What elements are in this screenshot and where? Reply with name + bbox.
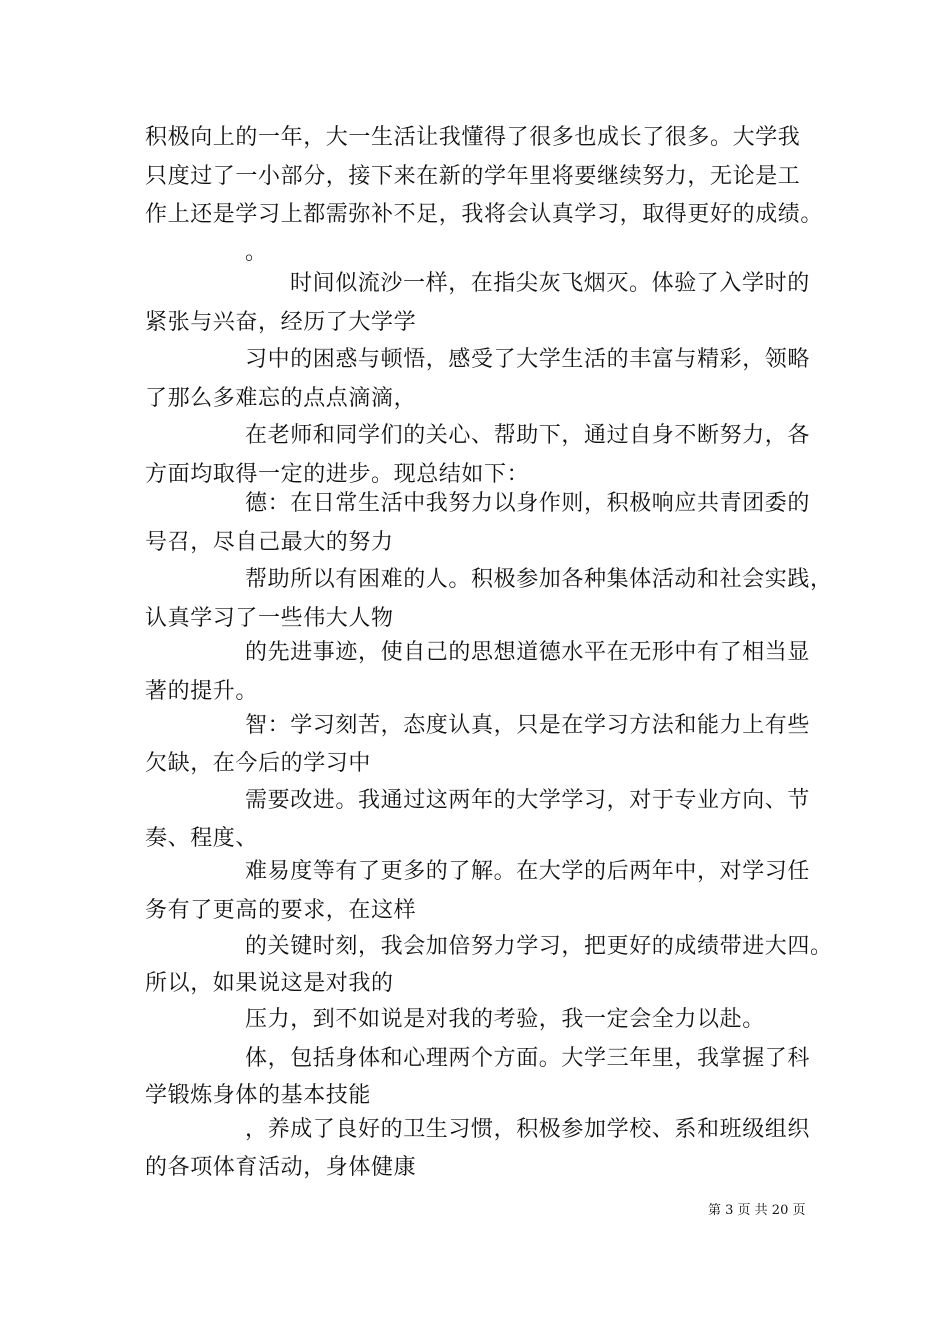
text-line: 的各项体育活动，身体健康 <box>145 1155 417 1180</box>
text-line: 务有了更高的要求，在这样 <box>145 898 417 923</box>
text-line: 帮助所以有困难的人。积极参加各种集体活动和社会实践， <box>245 567 833 592</box>
text-line: 作上还是学习上都需弥补不足，我将会认真学习，取得更好的成绩。 <box>145 202 824 227</box>
text-line: 著的提升。 <box>145 679 259 704</box>
text-line: 在老师和同学们的关心、帮助下，通过自身不断努力，各 <box>245 423 811 448</box>
text-line: 需要改进。我通过这两年的大学学习，对于专业方向、节 <box>245 788 811 813</box>
text-line: 压力，到不如说是对我的考验，我一定会全力以赴。 <box>245 1007 765 1032</box>
text-line: 。 <box>245 240 268 265</box>
text-line: 的关键时刻，我会加倍努力学习，把更好的成绩带进大四。 <box>245 934 833 959</box>
text-line: 紧张与兴奋，经历了大学学 <box>145 310 417 335</box>
text-line: 时间似流沙一样，在指尖灰飞烟灭。体验了入学时的 <box>290 271 810 296</box>
text-line: 奏、程度、 <box>145 826 259 851</box>
text-line: 学锻炼身体的基本技能 <box>145 1083 372 1108</box>
text-line: 欠缺，在今后的学习中 <box>145 751 372 776</box>
text-line: 方面均取得一定的进步。现总结如下： <box>145 462 530 487</box>
text-line: 了那么多难忘的点点滴滴， <box>145 386 417 411</box>
text-line: 积极向上的一年，大一生活让我懂得了很多也成长了很多。大学我 <box>145 125 801 150</box>
text-line: 难易度等有了更多的了解。在大学的后两年中，对学习任 <box>245 859 811 884</box>
text-line: 认真学习了一些伟大人物 <box>145 606 394 631</box>
text-line: 的先进事迹，使自己的思想道德水平在无形中有了相当显 <box>245 640 811 665</box>
text-line: 所以，如果说这是对我的 <box>145 971 394 996</box>
text-line: ，养成了良好的卫生习惯，积极参加学校、系和班级组织 <box>245 1117 811 1142</box>
text-line: 智：学习刻苦，态度认真，只是在学习方法和能力上有些 <box>245 713 811 738</box>
text-line: 习中的困惑与顿悟，感受了大学生活的丰富与精彩，领略 <box>245 347 811 372</box>
text-line: 体，包括身体和心理两个方面。大学三年里，我掌握了科 <box>245 1046 811 1071</box>
text-line: 号召，尽自己最大的努力 <box>145 530 394 555</box>
text-line: 只度过了一小部分，接下来在新的学年里将要继续努力，无论是工 <box>145 164 801 189</box>
text-line: 德：在日常生活中我努力以身作则，积极响应共青团委的 <box>245 491 811 516</box>
page-number-footer: 第 3 页 共 20 页 <box>708 1203 806 1218</box>
